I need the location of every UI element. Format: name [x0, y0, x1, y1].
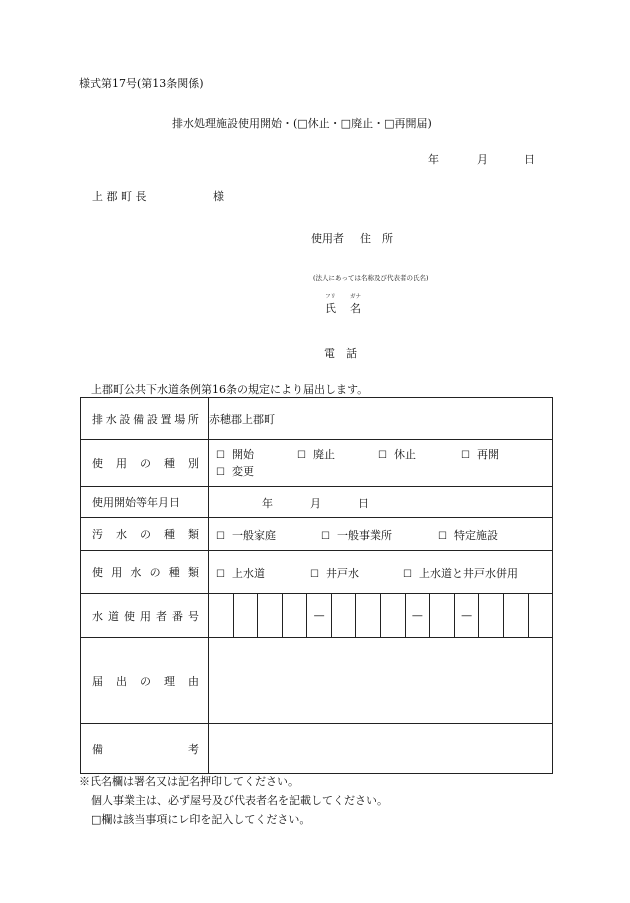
phone-label: 電 話 — [324, 347, 357, 360]
digit-cell[interactable] — [504, 594, 529, 637]
row-location — [81, 398, 553, 440]
checkbox-icon: ☐ — [461, 450, 470, 461]
sewage-business-option[interactable]: ☐ 一般事業所 — [321, 529, 392, 542]
water-type-options — [209, 551, 553, 594]
checkbox-icon: ☐ — [297, 450, 306, 461]
checkbox-icon: ☐ — [216, 569, 225, 580]
date-day-label: 日 — [524, 153, 535, 166]
note-checkbox: □欄は該当事項にレ印を記入してください。 — [91, 813, 311, 826]
usage-change-option[interactable]: ☐ 変更 — [216, 465, 254, 478]
checkbox-icon: ☐ — [378, 450, 387, 461]
water-user-number-label-cell — [81, 594, 209, 638]
checkbox-icon: ☐ — [438, 531, 447, 542]
remarks-label: 備 考 — [92, 742, 199, 756]
location-label-cell — [81, 398, 209, 440]
recipient: 上 郡 町 長 — [92, 190, 147, 203]
row-remarks — [81, 724, 553, 774]
usage-resume-option[interactable]: ☐ 再開 — [461, 448, 499, 461]
sewage-type-label: 汚 水 の 種 類 — [92, 528, 199, 541]
start-date-value[interactable] — [209, 487, 553, 518]
name-char-1: 氏 — [325, 302, 336, 315]
water-well-option[interactable]: ☐ 井戸水 — [310, 567, 359, 580]
user-label: 使用者 — [311, 232, 344, 245]
form-title: 排水処理施設使用開始・(□休止・□廃止・□再開届) — [172, 117, 432, 130]
date-year-label: 年 — [428, 153, 439, 166]
digit-cell[interactable] — [258, 594, 283, 637]
digit-cell[interactable] — [430, 594, 455, 637]
checkbox-icon: ☐ — [216, 450, 225, 461]
start-date-month: 月 — [310, 497, 321, 510]
separator-cell: — — [406, 594, 431, 637]
date-month-label: 月 — [477, 153, 488, 166]
sewage-type-label-cell — [81, 518, 209, 551]
start-date-year: 年 — [262, 497, 273, 510]
form-number: 様式第17号(第13条関係) — [79, 77, 204, 90]
furigana-2: ガナ — [350, 294, 362, 300]
honorific: 様 — [213, 190, 224, 203]
reason-value[interactable] — [209, 638, 553, 724]
usage-suspend-option[interactable]: ☐ 休止 — [378, 448, 416, 461]
sewage-specific-facility-option[interactable]: ☐ 特定施設 — [438, 529, 498, 542]
checkbox-icon: ☐ — [216, 467, 225, 478]
digit-cell[interactable] — [234, 594, 259, 637]
reason-label: 届 出 の 理 由 — [92, 674, 199, 688]
location-value[interactable]: 赤穂郡上郡町 — [209, 398, 553, 440]
name-char-2-wrap — [350, 294, 362, 316]
start-date-label: 使用開始等年月日 — [92, 496, 180, 509]
separator-cell: — — [307, 594, 332, 637]
digit-cell[interactable] — [332, 594, 357, 637]
remarks-value[interactable] — [209, 724, 553, 774]
furigana-1: フリ — [325, 294, 336, 300]
sewage-household-option[interactable]: ☐ 一般家庭 — [216, 529, 276, 542]
row-reason — [81, 638, 553, 724]
usage-abolish-option[interactable]: ☐ 廃止 — [297, 448, 335, 461]
row-start-date — [81, 487, 553, 518]
water-tap-option[interactable]: ☐ 上水道 — [216, 567, 265, 580]
digit-cell[interactable] — [381, 594, 406, 637]
statement: 上郡町公共下水道条例第16条の規定により届出します。 — [91, 383, 369, 396]
digit-cell[interactable] — [209, 594, 234, 637]
remarks-label-cell — [81, 724, 209, 774]
start-date-day: 日 — [358, 497, 369, 510]
name-char-2: 名 — [350, 302, 361, 315]
start-date-label-cell — [81, 487, 209, 518]
address-label: 住 所 — [360, 232, 393, 245]
checkbox-icon: ☐ — [310, 569, 319, 580]
water-type-label-cell — [81, 551, 209, 594]
reason-label-cell — [81, 638, 209, 724]
note-sole-proprietor: 個人事業主は、必ず屋号及び代表者名を記載してください。 — [91, 794, 388, 807]
water-user-number-label: 水 道 使 用 者 番 号 — [92, 609, 199, 623]
row-usage-type — [81, 440, 553, 487]
name-char-1-wrap — [325, 294, 336, 316]
row-water-user-number — [81, 594, 553, 638]
application-table — [80, 397, 553, 774]
digit-cell[interactable] — [529, 594, 553, 637]
location-label: 排 水 設 備 設 置 場 所 — [92, 412, 199, 426]
water-user-number-cells[interactable] — [209, 594, 553, 638]
water-combined-option[interactable]: ☐ 上水道と井戸水併用 — [403, 567, 518, 580]
usage-start-option[interactable]: ☐ 開始 — [216, 448, 254, 461]
checkbox-icon: ☐ — [403, 569, 412, 580]
digit-cell[interactable] — [283, 594, 308, 637]
sewage-type-options — [209, 518, 553, 551]
usage-type-options — [209, 440, 553, 487]
checkbox-icon: ☐ — [321, 531, 330, 542]
digit-cell[interactable] — [479, 594, 504, 637]
row-sewage-type — [81, 518, 553, 551]
usage-type-label: 使 用 の 種 別 — [92, 457, 199, 470]
separator-cell: — — [455, 594, 480, 637]
note-signature: ※氏名欄は署名又は記名押印してください。 — [79, 775, 299, 788]
digit-cell[interactable] — [356, 594, 381, 637]
row-water-type — [81, 551, 553, 594]
checkbox-icon: ☐ — [216, 531, 225, 542]
usage-type-label-cell — [81, 440, 209, 487]
corporation-note: (法人にあっては名称及び代表者の氏名) — [313, 274, 429, 282]
water-type-label: 使 用 水 の 種 類 — [92, 566, 199, 579]
